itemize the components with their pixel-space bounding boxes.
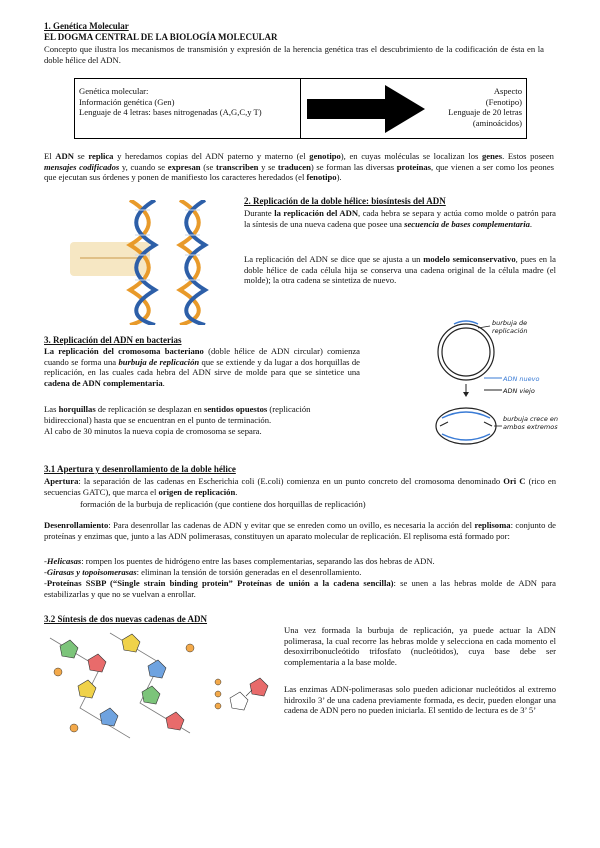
section-3-1-desenrollamiento: Desenrollamiento: Para desenrollar las cadenas de ADN y evitar que se enreden como un ovillo, es necesaria la acción del replisoma: conjunto de proteínas y enzimas que, junto a las ADN polimerasas, constituyen un aparato molecular de replicación. El replisoma está formado por: bbox=[44, 520, 556, 541]
new-dna-label: ADN nuevo bbox=[503, 375, 540, 383]
helicasas-item: -Helicasas: rompen los puentes de hidrógeno entre las bases complementarias, separando las dos hebras de ADN. bbox=[44, 556, 435, 566]
table-right-line: Aspecto bbox=[493, 86, 522, 96]
table-left-line: Lenguaje de 4 letras: bases nitrogenadas (A,G,C,y T) bbox=[79, 107, 262, 118]
ssbp-item: -Proteínas SSBP (“Single strain binding protein” Proteínas de unión a la cadena sencilla): se unen a las hebras molde de ADN para estabilizarlas y que no se vuelvan a enrollar. bbox=[44, 578, 556, 599]
section-1-intro: Concepto que ilustra los mecanismos de transmisión y expresión de la herencia genética tras el descubrimiento de la codificación de ésta en la doble hélice del ADN. bbox=[44, 44, 544, 65]
dna-synthesis-figure bbox=[40, 628, 280, 758]
girasas-item: -Girasas y topoisomerasas: eliminan la tensión de torsión generadas en el desenrollamiento. bbox=[44, 567, 362, 577]
section-3-2-heading: 3.2 Síntesis de dos nuevas cadenas de ADN bbox=[44, 614, 208, 624]
section-2-para-1: Durante la replicación del ADN, cada hebra se separa y actúa como molde o patrón para la síntesis de una nueva cadena que posee una secuencia de bases complementaria. bbox=[244, 208, 556, 229]
table-right-cell bbox=[412, 86, 522, 128]
section-1-subheading: EL DOGMA CENTRAL DE LA BIOLOGÍA MOLECULAR bbox=[44, 32, 278, 42]
section-3-para-1: La replicación del cromosoma bacteriano (doble hélice de ADN circular) comienza cuando se forma una burbuja de replicación que se extiende y da lugar a dos horquillas de replicación, en las cuales cada hebra del ADN sirve de molde para que se sintetice una cadena de ADN complementaria. bbox=[44, 346, 360, 388]
section-3-para-3: Al cabo de 30 minutos la nueva copia de cromosoma se separa. bbox=[44, 426, 262, 436]
table-right-line: (Fenotipo) bbox=[485, 96, 522, 107]
table-left-cell bbox=[79, 86, 297, 118]
dogma-table bbox=[74, 78, 527, 139]
right-arrow-icon bbox=[307, 85, 427, 133]
table-right-line: Lenguaje de 20 letras bbox=[448, 107, 522, 118]
section-3-1-bubble-note: formación de la burbuja de replicación (que contiene dos horquillas de replicación) bbox=[80, 499, 366, 509]
section-1-heading: 1. Genética Molecular bbox=[44, 21, 129, 31]
section-3-heading: 3. Replicación del ADN en bacterias bbox=[44, 335, 182, 345]
genotype-paragraph: El ADN se replica y heredamos copias del ADN paterno y materno (el genotipo), en cuyas moléculas se localizan los genes. Estos poseen mensajes codificados y, cuando se expresan (se transcriben y se traducen) se forman las diversas proteínas, que vienen a ser como los peones que ejecutan sus órdenes y ponen de manifiesto los caracteres heredados (el fenotipo). bbox=[44, 151, 554, 183]
table-left-line: Genética molecular: bbox=[79, 86, 149, 96]
dna-replication-image bbox=[60, 200, 235, 325]
table-right-line: (aminoácidos) bbox=[472, 117, 522, 128]
section-3-1-heading: 3.1 Apertura y desenrollamiento de la doble hélice bbox=[44, 464, 236, 474]
section-2-para-2: La replicación del ADN se dice que se ajusta a un modelo semiconservativo, pues en la doble hélice de cada célula hija se conserva una cadena original de la célula madre (el molde); la otra cadena se sintetiza de nuevo. bbox=[244, 254, 556, 286]
old-dna-label: ADN viejo bbox=[503, 387, 535, 395]
bubble-grows-label: burbuja crece en ambos extremos bbox=[503, 415, 559, 431]
section-3-para-2: Las horquillas de replicación se desplazan en sentidos opuestos (replicación bidireccional) hasta que se encuentran en el punto de terminación. bbox=[44, 404, 311, 425]
section-3-1-apertura: Apertura: la separación de las cadenas en Escherichia coli (E.coli) comienza en un punto concreto del cromosoma denominado Ori C (rico en secuencias GATC), que marca el origen de replicación. bbox=[44, 476, 556, 497]
section-3-2-para-1: Una vez formada la burbuja de replicación, ya puede actuar la ADN polimerasa, la cual recorre las hebras molde y selecciona en cada momento el desoxirribonucleótido trifosfato (nucleótidos), cuya base debe ser complementaria a la base molde. bbox=[284, 625, 556, 667]
table-divider bbox=[300, 79, 301, 138]
section-2-heading: 2. Replicación de la doble hélice: biosíntesis del ADN bbox=[244, 196, 446, 206]
bubble-label: burbuja de replicación bbox=[492, 319, 528, 335]
table-left-line: Información genética (Gen) bbox=[79, 96, 175, 107]
section-3-2-para-2: Las enzimas ADN-polimerasas solo pueden adicionar nucleótidos al extremo hidroxilo 3’ de una cadena previamente formada, es decir, pueden elongar una cadena de ADN pero no pueden iniciarla. El sentido de lectura es de 3’ 5’ bbox=[284, 684, 556, 716]
